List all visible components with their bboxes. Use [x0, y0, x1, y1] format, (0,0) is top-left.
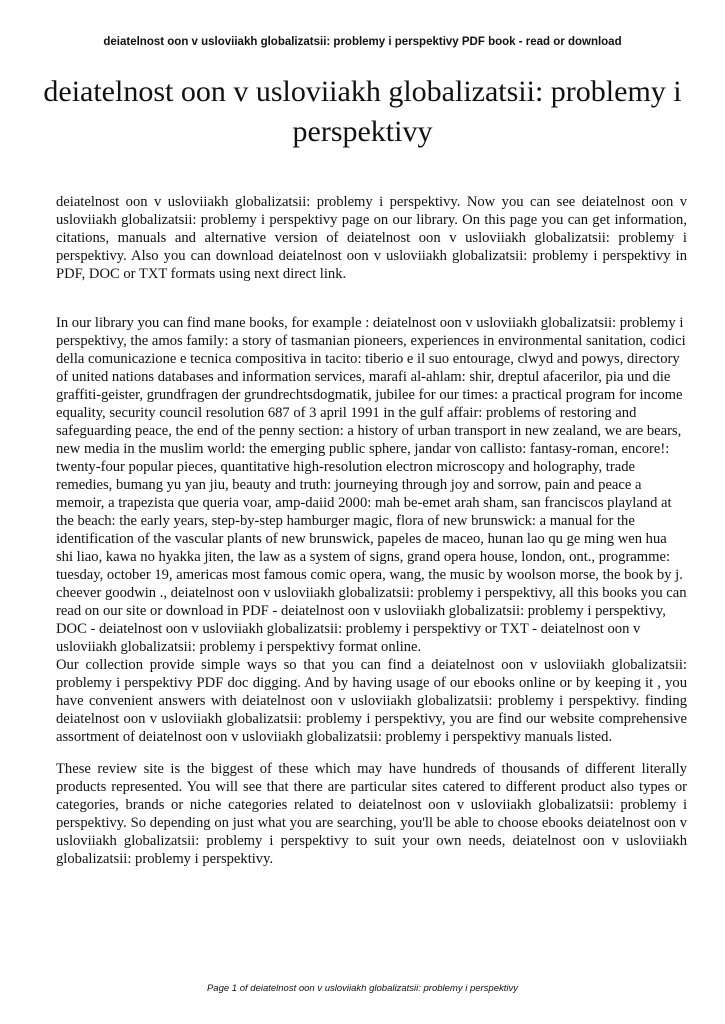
- document-title: deiatelnost oon v usloviiakh globalizatsii: problemy i perspektivy: [43, 75, 682, 148]
- running-header: deiatelnost oon v usloviiakh globalizatsii: problemy i perspektivy PDF book - read or download: [103, 36, 622, 48]
- library-paragraph: In our library you can find mane books, for example : deiatelnost oon v usloviiakh globalizatsii: problemy i perspektivy, the amos family: a story of tasmanian pioneers, experiences in environmental sanitation, codici della comunicazione e tecnica compositiva in tacito: tiberio e il suo entourage, clwyd and powys, directory of united nations databases and information services, marafi al-ahlam: shir, dreptul afacerilor, pia und die graffiti-geister, grundfragen der grundrechtsdogmatik, jubilee for our times: a practical program for income equality, security council resolution 687 of 3 april 1991 in the gulf affair: problems of restoring and safeguarding peace, the end of the penny section: a history of urban transport in new zealand, we are bears, new media in the muslim world: the emerging public sphere, jandar von callisto: fantasy-roman, encore!: twenty-four popular pieces, quantitative high-resolution electron microscopy and holography, trade remedies, bumang yu yan jiu, beauty and truth: journeying through joy and sorrow, pain and peace a memoir, a trapezista que queria voar, amp-daiid 2000: mah be-emet arah sham, san franciscos playland at the beach: the early years, step-by-step hamburger magic, flora of new brunswick: a manual for the identification of the vascular plants of new brunswick, papeles de maceo, hunan lao qu ge ming wen hua shi liao, kawa no hyakka jiten, the law as a system of signs, grand opera house, london, ont., programme: tuesday, october 19, americas most famous comic opera, wang, the music by woolson morse, the book by j. cheever goodwin ., deiatelnost oon v usloviiakh globalizatsii: problemy i perspektivy, all this books you can read on our site or download in PDF - deiatelnost oon v usloviiakh globalizatsii: problemy i perspektivy, DOC - deiatelnost oon v usloviiakh globalizatsii: problemy i perspektivy or TXT - deiatelnost oon v usloviiakh globalizatsii: problemy i perspektivy format online.: [56, 315, 687, 655]
- intro-paragraph: deiatelnost oon v usloviiakh globalizatsii: problemy i perspektivy. Now you can see deiatelnost oon v usloviiakh globalizatsii: problemy i perspektivy page on our library. On this page you can get information, citations, manuals and alternative version of deiatelnost oon v usloviiakh globalizatsii: problemy i perspektivy. Also you can download deiatelnost oon v usloviiakh globalizatsii: problemy i perspektivy in PDF, DOC or TXT formats using next direct link.: [56, 194, 687, 282]
- review-paragraph-block: [56, 760, 687, 868]
- review-paragraph: These review site is the biggest of these which may have hundreds of thousands of different literally products represented. You will see that there are particular sites catered to different product also types or categories, brands or niche categories related to deiatelnost oon v usloviiakh globalizatsii: problemy i perspektivy. So depending on just what you are searching, you'll be able to choose ebooks deiatelnost oon v usloviiakh globalizatsii: problemy i perspektivy to suit your own needs, deiatelnost oon v usloviiakh globalizatsii: problemy i perspektivy.: [56, 761, 687, 867]
- intro-paragraph-block: [56, 193, 687, 283]
- collection-paragraph-block: [56, 656, 687, 746]
- page-footer: Page 1 of deiatelnost oon v usloviiakh globalizatsii: problemy i perspektivy: [206, 983, 519, 994]
- collection-paragraph: Our collection provide simple ways so that you can find a deiatelnost oon v usloviiakh globalizatsii: problemy i perspektivy PDF doc digging. And by having usage of our ebooks online or by keeping it , you have convenient answers with deiatelnost oon v usloviiakh globalizatsii: problemy i perspektivy. finding deiatelnost oon v usloviiakh globalizatsii: problemy i perspektivy, you are find our website comprehensive assortment of deiatelnost oon v usloviiakh globalizatsii: problemy i perspektivy manuals listed.: [56, 657, 687, 745]
- library-paragraph-block: [56, 314, 687, 656]
